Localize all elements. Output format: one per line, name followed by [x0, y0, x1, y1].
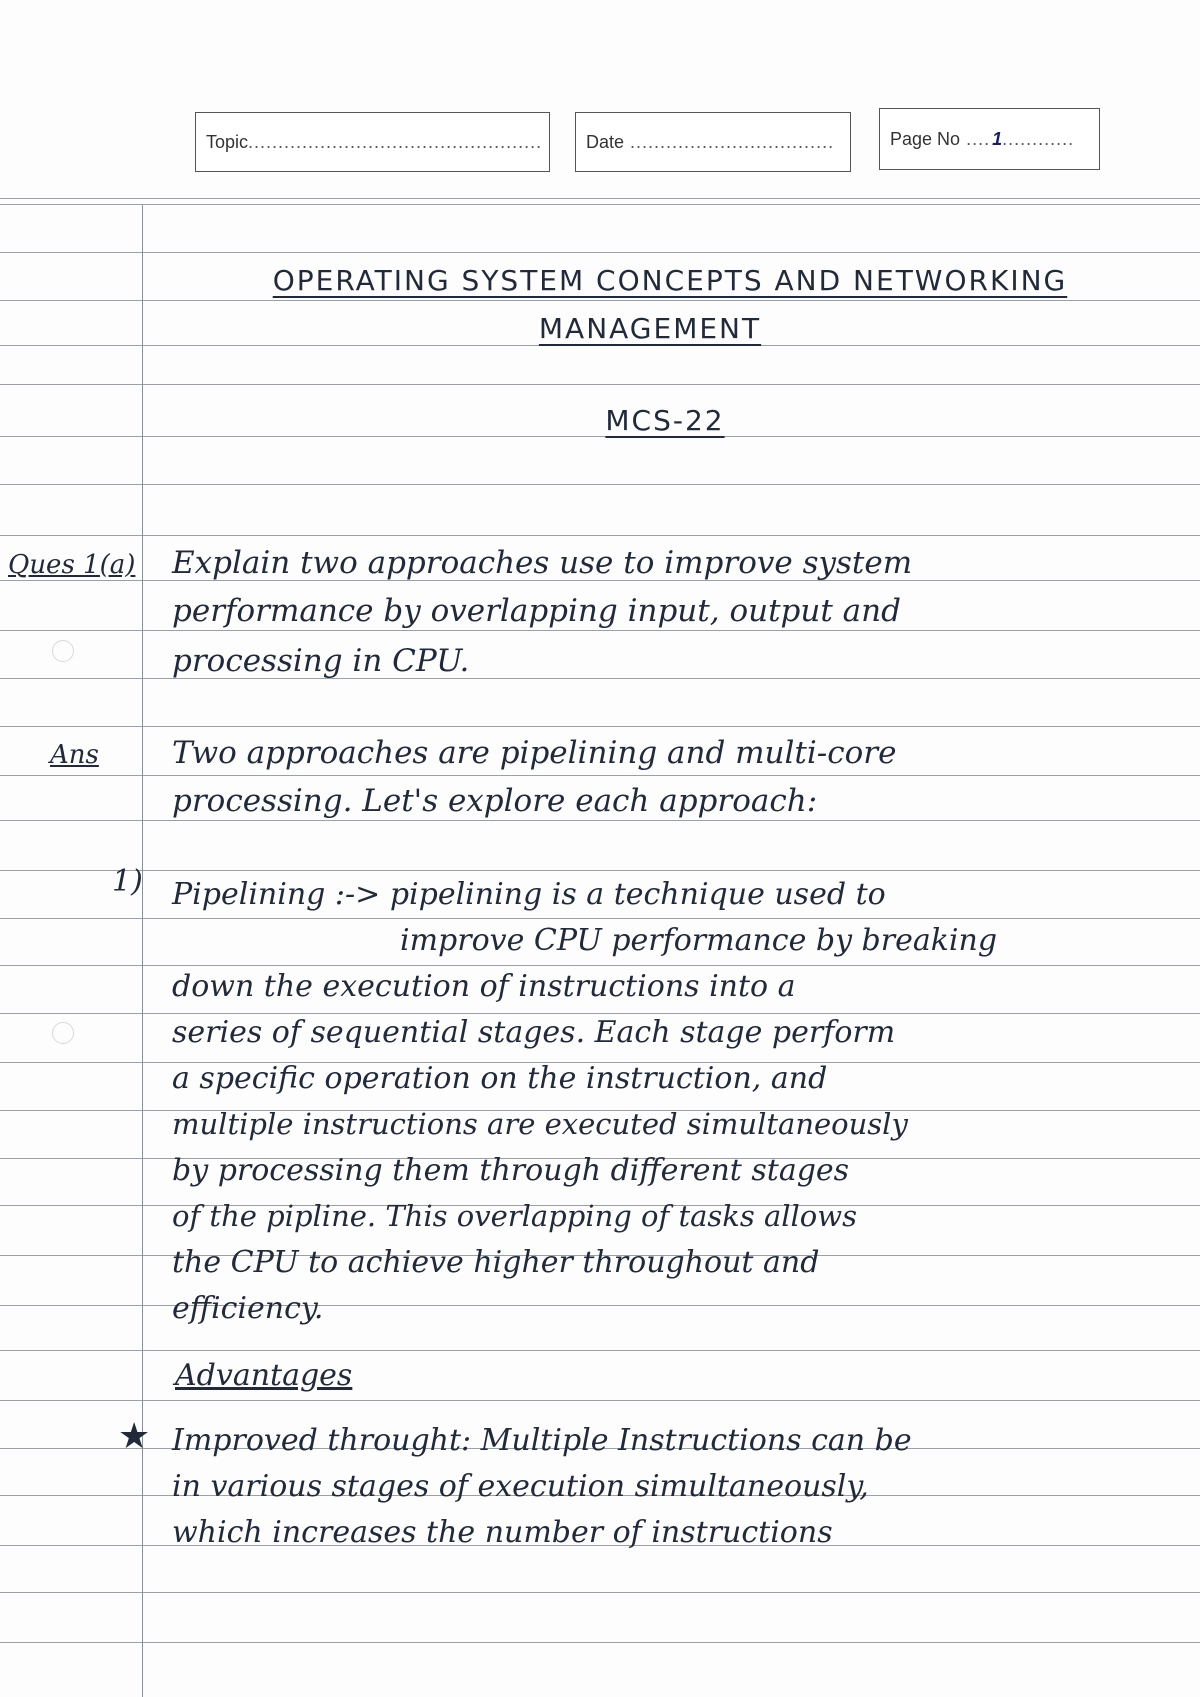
punch-hole-mark: [52, 1022, 74, 1044]
page-number-value: 1: [992, 128, 1003, 149]
header-rule-2: [0, 204, 1200, 205]
advantage-line: Improved throught: Multiple Instructions can be: [172, 1423, 912, 1458]
point-line: multiple instructions are executed simultaneously: [172, 1107, 908, 1141]
point-line: improve CPU performance by breaking: [400, 923, 998, 958]
point-line: by processing them through different stages: [172, 1153, 850, 1188]
ruled-line: [0, 252, 1200, 253]
topic-label: Topic: [206, 131, 249, 152]
advantages-heading: Advantages: [175, 1358, 353, 1393]
answer-label: Ans: [50, 740, 99, 770]
point-line: down the execution of instructions into a: [172, 969, 796, 1004]
ruled-line: [0, 1013, 1200, 1014]
course-code: MCS-22: [605, 404, 725, 437]
question-line: processing in CPU.: [172, 643, 470, 679]
ruled-line: [0, 630, 1200, 631]
ruled-line: [0, 300, 1200, 301]
ruled-line: [0, 870, 1200, 871]
advantage-line: which increases the number of instructions: [172, 1515, 833, 1550]
point-line: a specific operation on the instruction, and: [172, 1061, 828, 1096]
date-label: Date: [586, 131, 625, 152]
point-number: 1): [112, 864, 143, 899]
ruled-line: [0, 775, 1200, 776]
ruled-line: [0, 918, 1200, 919]
ruled-line: [0, 1592, 1200, 1593]
point-line: the CPU to achieve higher throughout and: [172, 1245, 820, 1280]
question-line: Explain two approaches use to improve system: [172, 545, 913, 581]
ruled-line: [0, 965, 1200, 966]
point-line: Pipelining :-> pipelining is a technique used to: [172, 877, 886, 912]
question-line: performance by overlapping input, output and: [172, 593, 901, 629]
ruled-line: [0, 1400, 1200, 1401]
answer-intro-line: Two approaches are pipelining and multi-core: [172, 735, 897, 771]
date-field: Date ..................................: [575, 112, 851, 172]
header-rule: [0, 198, 1200, 199]
page-number-field: Page No .... 1 ............: [879, 108, 1100, 170]
ruled-line: [0, 384, 1200, 385]
advantage-line: in various stages of execution simultaneously,: [172, 1469, 869, 1504]
ruled-line: [0, 345, 1200, 346]
point-line: series of sequential stages. Each stage perform: [172, 1015, 896, 1050]
document-title: OPERATING SYSTEM CONCEPTS AND NETWORKING: [272, 264, 1068, 297]
ruled-line: [0, 1642, 1200, 1643]
bullet-star-icon: ★: [118, 1416, 151, 1457]
ruled-line: [0, 726, 1200, 727]
document-title-line2: MANAGEMENT: [538, 312, 762, 345]
page-number-label: Page No: [890, 128, 961, 149]
ruled-line: [0, 820, 1200, 821]
answer-intro-line: processing. Let's explore each approach:: [172, 783, 818, 819]
ruled-line: [0, 484, 1200, 485]
punch-hole-mark: [52, 640, 74, 662]
ruled-line: [0, 1350, 1200, 1351]
ruled-line: [0, 535, 1200, 536]
point-line: of the pipline. This overlapping of tasks allows: [172, 1199, 857, 1233]
point-line: efficiency.: [172, 1291, 324, 1326]
question-label: Ques 1(a): [8, 550, 136, 580]
topic-field: Topic .................................................: [195, 112, 550, 172]
